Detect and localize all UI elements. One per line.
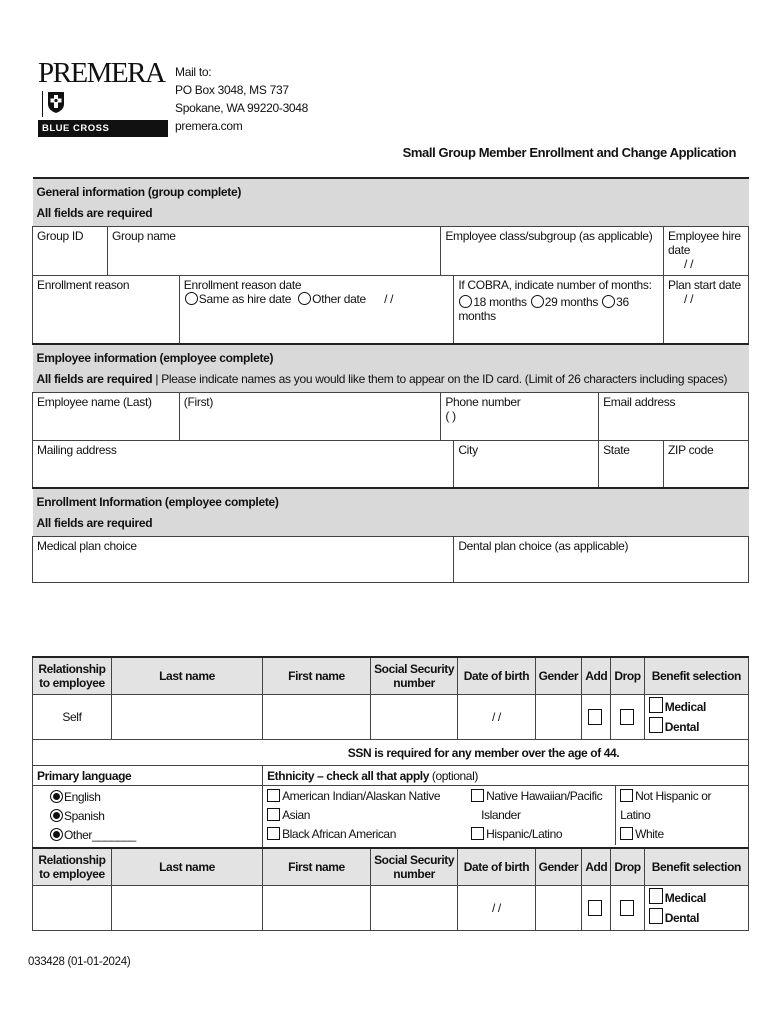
ethnicity-checkbox[interactable]	[267, 789, 280, 802]
medical-label: Medical	[664, 700, 706, 714]
dental-label: Dental	[664, 720, 700, 734]
ssn-cell[interactable]	[370, 886, 457, 931]
col-gender: Gender	[535, 657, 582, 695]
mail-line: Mail to:	[175, 65, 212, 79]
benefit-cell	[644, 695, 748, 740]
add-cell	[582, 695, 611, 740]
city-label: City	[458, 442, 478, 457]
group-name-label: Group name	[111, 229, 176, 243]
benefit-cell	[644, 886, 748, 931]
logo-wordmark: PREMERA	[38, 57, 165, 89]
phone-field[interactable]	[441, 392, 599, 440]
col-add: Add	[582, 848, 611, 886]
table-row	[33, 886, 749, 931]
table-row	[33, 695, 749, 740]
zip-label: ZIP code	[668, 442, 714, 457]
ethnicity-col-1	[263, 786, 467, 845]
hire-date-label: Employee hire date	[668, 229, 741, 257]
mailing-info	[175, 63, 308, 135]
relationship-self: Self	[33, 695, 112, 740]
group-id-field[interactable]	[33, 227, 108, 276]
general-heading: General information (group complete)	[36, 185, 242, 199]
english-label: English	[64, 790, 101, 804]
ssn-note: SSN is required for any member over the age of 44.	[33, 740, 749, 766]
dob-slashes: / /	[492, 901, 501, 915]
col-benefit: Benefit selection	[644, 657, 748, 695]
col-last-name: Last name	[111, 848, 262, 886]
mail-line: Spokane, WA 99220-3048	[175, 101, 309, 115]
ethnicity-option-cont: Islander	[481, 808, 521, 822]
general-required: All fields are required	[36, 206, 153, 220]
general-section-header	[33, 178, 749, 227]
last-name-cell[interactable]	[111, 695, 262, 740]
dob-cell[interactable]	[458, 886, 535, 931]
ethnicity-option: Hispanic/Latino	[486, 827, 563, 841]
enrollment-required: All fields are required	[36, 516, 153, 530]
last-name-cell[interactable]	[111, 886, 262, 931]
document-title: Small Group Member Enrollment and Change Application	[402, 145, 736, 160]
employee-section-header	[33, 344, 749, 393]
cobra-36-months: months	[458, 309, 496, 323]
col-last-name: Last name	[111, 657, 262, 695]
language-options	[33, 786, 263, 849]
cobra-36-radio[interactable]	[602, 295, 615, 308]
ethnicity-checkbox[interactable]	[471, 789, 484, 802]
spanish-radio[interactable]	[50, 809, 63, 822]
col-relationship: Relationship to employee	[33, 848, 112, 886]
other-language-label: Other_______	[64, 828, 136, 842]
drop-checkbox[interactable]	[620, 900, 634, 916]
ethnicity-options	[263, 786, 749, 849]
reason-date-field[interactable]	[179, 276, 454, 344]
mail-line: PO Box 3048, MS 737	[175, 83, 289, 97]
primary-language-label: Primary language	[33, 766, 263, 786]
email-label: Email address	[603, 394, 676, 409]
reason-date-label: Enrollment reason date	[183, 278, 302, 292]
ethnicity-checkbox[interactable]	[620, 827, 633, 840]
ethnicity-checkbox[interactable]	[620, 789, 633, 802]
dental-checkbox[interactable]	[649, 908, 663, 924]
plan-start-label: Plan start date	[668, 278, 741, 292]
group-id-label: Group ID	[37, 229, 84, 243]
ethnicity-label: Ethnicity – check all that apply	[267, 768, 429, 783]
ethnicity-option: Asian	[282, 808, 311, 822]
drop-cell	[611, 886, 644, 931]
state-field[interactable]	[599, 440, 664, 488]
employee-note: | Please indicate names as you would like them to appear on the ID card. (Limit of 26 characters including spaces)	[152, 371, 728, 386]
employee-heading: Employee information (employee complete)	[36, 350, 274, 365]
gender-cell[interactable]	[535, 886, 582, 931]
form-number: 033428 (01-01-2024)	[28, 956, 131, 968]
dependents-table	[32, 656, 749, 931]
cobra-29-label: 29 months	[544, 295, 599, 309]
medical-checkbox[interactable]	[649, 888, 663, 904]
ssn-cell[interactable]	[370, 695, 457, 740]
spanish-label: Spanish	[64, 809, 105, 823]
employee-required: All fields are required	[36, 371, 153, 386]
phone-label: Phone number	[445, 394, 521, 409]
state-label: State	[603, 442, 630, 457]
english-radio[interactable]	[50, 790, 63, 803]
col-first-name: First name	[263, 848, 371, 886]
cobra-18-label: 18 months	[473, 295, 527, 309]
last-name-field[interactable]	[33, 392, 180, 440]
same-as-hire-radio[interactable]	[185, 292, 198, 305]
add-cell	[582, 886, 611, 931]
mailing-address-field[interactable]	[33, 440, 454, 488]
blue-cross-shield-icon	[47, 90, 65, 114]
enrollment-section-header	[33, 488, 749, 537]
website-link[interactable]: premera.com	[175, 119, 243, 133]
mailing-address-label: Mailing address	[37, 442, 117, 457]
dob-cell[interactable]	[458, 695, 535, 740]
enrollment-reason-field[interactable]	[33, 276, 180, 344]
table-header-row	[33, 657, 749, 695]
cobra-field	[454, 276, 664, 344]
logo-band: BLUE CROSS	[38, 120, 168, 137]
ethnicity-label-cell	[263, 766, 749, 786]
plan-start-slashes: / /	[684, 292, 694, 306]
ethnicity-option: Native Hawaiian/Pacific	[486, 789, 603, 803]
plan-start-field[interactable]	[664, 276, 749, 344]
ethnicity-option: Black African American	[282, 827, 396, 841]
cobra-29-radio[interactable]	[531, 295, 544, 308]
first-name-label: (First)	[183, 394, 214, 409]
ethnicity-checkbox[interactable]	[267, 827, 280, 840]
col-benefit: Benefit selection	[644, 848, 748, 886]
col-drop: Drop	[611, 848, 644, 886]
ethnicity-checkbox[interactable]	[267, 808, 280, 821]
add-checkbox[interactable]	[588, 900, 602, 916]
dental-label: Dental	[664, 911, 700, 925]
enrollment-reason-label: Enrollment reason	[37, 278, 130, 292]
dental-plan-label: Dental plan choice (as applicable)	[458, 539, 629, 553]
cobra-label: If COBRA, indicate number of months:	[458, 278, 652, 292]
medical-plan-label: Medical plan choice	[37, 539, 137, 553]
enrollment-form	[32, 177, 749, 583]
ethnicity-option: American Indian/Alaskan Native	[282, 789, 441, 803]
premera-logo	[38, 58, 166, 137]
city-field[interactable]	[454, 440, 599, 488]
col-relationship: Relationship to employee	[33, 657, 112, 695]
other-date-slashes: / /	[384, 292, 394, 306]
ethnicity-col-3	[616, 786, 748, 845]
ethnicity-checkbox[interactable]	[471, 827, 484, 840]
col-dob: Date of birth	[458, 657, 535, 695]
same-as-hire-label: Same as hire date	[198, 292, 292, 306]
first-name-cell[interactable]	[263, 886, 371, 931]
relationship-cell[interactable]	[33, 886, 112, 931]
other-date-label: Other date	[312, 292, 366, 306]
col-dob: Date of birth	[458, 848, 535, 886]
col-gender: Gender	[535, 848, 582, 886]
add-checkbox[interactable]	[588, 709, 602, 725]
last-name-label: Employee name (Last)	[37, 394, 152, 409]
hire-date-field[interactable]	[664, 227, 749, 276]
zip-field[interactable]	[664, 440, 749, 488]
medical-plan-field[interactable]	[33, 537, 454, 583]
phone-paren: ( )	[445, 408, 456, 423]
col-first-name: First name	[263, 657, 371, 695]
ethnicity-option: Not Hispanic or Latino	[620, 789, 712, 822]
ethnicity-optional: (optional)	[428, 768, 478, 783]
col-ssn: Social Security number	[370, 657, 457, 695]
enrollment-heading: Enrollment Information (employee complete)	[36, 495, 279, 509]
ethnicity-option: White	[635, 827, 664, 841]
drop-checkbox[interactable]	[620, 709, 634, 725]
gender-cell[interactable]	[535, 695, 582, 740]
other-language-radio[interactable]	[50, 828, 63, 841]
medical-label: Medical	[664, 891, 706, 905]
dob-slashes: / /	[492, 710, 501, 724]
hire-date-slashes: / /	[684, 257, 694, 271]
table-header-row	[33, 848, 749, 886]
col-add: Add	[582, 657, 611, 695]
first-name-cell[interactable]	[263, 695, 371, 740]
cobra-18-radio[interactable]	[459, 295, 472, 308]
employee-class-field[interactable]	[441, 227, 664, 276]
dental-plan-field[interactable]	[454, 537, 749, 583]
employee-class-label: Employee class/subgroup (as applicable)	[445, 229, 653, 243]
dental-checkbox[interactable]	[649, 717, 663, 733]
cobra-36-label: 36	[616, 295, 629, 309]
group-name-field[interactable]	[107, 227, 440, 276]
col-drop: Drop	[611, 657, 644, 695]
medical-checkbox[interactable]	[649, 697, 663, 713]
other-date-radio[interactable]	[298, 292, 311, 305]
first-name-field[interactable]	[179, 392, 441, 440]
logo-divider	[42, 91, 43, 117]
email-field[interactable]	[599, 392, 749, 440]
ethnicity-col-2	[467, 786, 616, 845]
drop-cell	[611, 695, 644, 740]
col-ssn: Social Security number	[370, 848, 457, 886]
